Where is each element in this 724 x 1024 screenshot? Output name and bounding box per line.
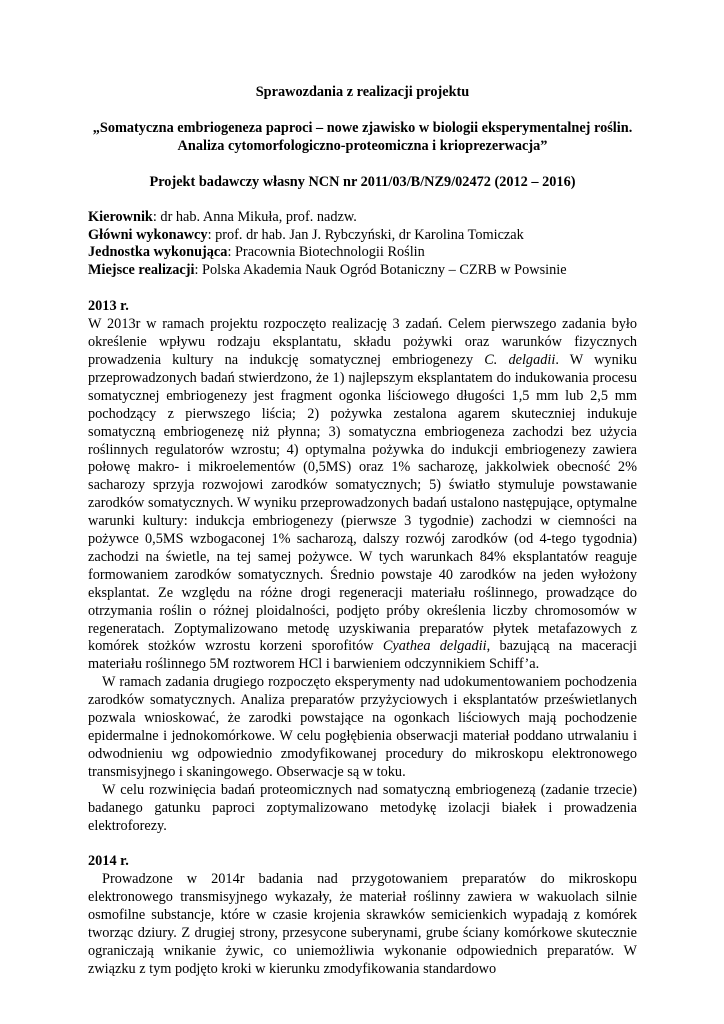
paragraph-2014: Prowadzone w 2014r badania nad przygotowaniem preparatów do mikroskopu elektronowego transmisyjnego wykazały, że materiał roślinny zawiera w wakuolach silnie osmofilne substancje, które w czasie krojenia skrawków semicienkich wypadają z komórek tworząc dziury. Z drugiej strony, przesycone suberynami, grube ściany komórkowe skutecznie ograniczają wnikanie żywic, co uniemożliwia wykonanie odpowiednich preparatów. W związku z tym podjęto kroki w kierunku zmodyfikowania standardowo	[88, 871, 637, 977]
species-name: C. delgadii	[484, 351, 556, 368]
meta-executors-label: Główni wykonawcy	[88, 226, 208, 243]
document-page	[88, 84, 637, 979]
grant-line: Projekt badawczy własny NCN nr 2011/03/B/NZ9/02472 (2012 – 2016)	[149, 173, 576, 190]
section-heading-2014: 2014 r.	[88, 853, 129, 870]
paragraph-2013-task3: W celu rozwinięcia badań proteomicznych nad somatyczną embriogenezą (zadanie trzecie) badanego gatunku paproci zoptymalizowano metodykę izolacji białek i prowadzenia elektroforezy.	[88, 781, 637, 834]
text-run: , bazującą na maceracji materiału roślinnego 5M roztworem HCl i barwieniem odczynnikiem Schiff’a.	[88, 638, 637, 673]
species-name: Cyathea delgadii	[382, 638, 487, 655]
section-heading-2013: 2013 r.	[88, 298, 129, 315]
meta-unit-label: Jednostka wykonująca	[88, 244, 228, 261]
paragraph-2013-task2: W ramach zadania drugiego rozpoczęto eksperymenty nad udokumentowaniem pochodzenia zarodków somatycznych. Analiza preparatów przyżyciowych i eksplantatów prześwietlanych pozwala wnioskować, że zarodki powstające na ogonkach liściowych mają pochodzenie epidermalne i jednokomórkowe. W celu pogłębienia obserwacji materiał poddano utrwalaniu i odwodnieniu wg odpowiednio zmodyfikowanej procedury do mikroskopu elektronowego transmisyjnego i skaningowego. Obserwacje są w toku.	[88, 674, 637, 780]
meta-leader-value: : dr hab. Anna Mikuła, prof. nadzw.	[152, 208, 357, 225]
meta-executors	[88, 227, 637, 245]
meta-unit	[88, 244, 637, 262]
meta-place	[88, 262, 637, 280]
text-run: W 2013r w ramach projektu rozpoczęto realizację 3 zadań. Celem pierwszego zadania było określenie wpływu rodzaju eksplantatu, składu pożywki oraz warunków fizycznych prowadzenia kultury na indukcję somatycznej embriogenezy	[88, 316, 637, 368]
project-meta	[88, 209, 637, 281]
project-title-line1: „Somatyczna embriogeneza paproci – nowe zjawisko w biologii eksperymentalnej roślin.	[92, 119, 633, 136]
meta-leader-label: Kierownik	[88, 208, 153, 225]
project-title	[88, 120, 637, 156]
meta-unit-value: : Pracownia Biotechnologii Roślin	[227, 244, 425, 261]
text-run: . W wyniku przeprowadzonych badań stwierdzono, że 1) najlepszym eksplantatem do indukowania procesu somatycznej embriogenezy jest fragment ogonka liściowego długości 1,5 mm lub 2,5 mm pochodzący z pierwszego liścia; 2) pożywka zestalona agarem skuteczniej indukuje somatyczną embriogenezę niż płynna; 3) somatyczna embriogeneza zachodzi bez użycia roślinnych regulatorów wzrostu; 4) optymalna pożywka do indukcji embriogenezy zawiera połowę makro- i mikroelementów (0,5MS) oraz 1% sacharozę, jakkolwiek obecność 2% sacharozy sprzyja rozwojowi zarodków somatycznych; 5) światło stymuluje powstawanie zarodków somatycznych. W wyniku przeprowadzonych badań ustalono następujące, optymalne warunki kultury: indukcja embriogenezy (pierwsze 3 tygodnie) zachodzi w ciemności na pożywce 0,5MS wzbogaconej 1% sacharozą, dalszy rozwój zarodków (od 4-tego tygodnia) zachodzi na świetle, na tej samej pożywce. W tych warunkach 84% eksplantatów reaguje formowaniem zarodków somatycznych. Średnio powstaje 40 zarodków na jeden wyłożony eksplantat. Ze względu na różne drogi regeneracji materiału roślinnego, prowadzące do otrzymania roślin o różnej ploidalności, podjęto próby określenia liczby chromosomów w regeneratach. Zoptymalizowano metodę uzyskiwania preparatów płytek metafazowych z komórek stożków wzrostu korzeni sporofitów	[88, 351, 637, 655]
report-title: Sprawozdania z realizacji projektu	[255, 84, 470, 100]
project-title-line2: Analiza cytomorfologiczno-proteomiczna i krioprezerwacja”	[177, 137, 548, 154]
meta-place-value: : Polska Akademia Nauk Ogród Botaniczny – CZRB w Powsinie	[194, 262, 567, 279]
meta-leader	[88, 209, 637, 227]
meta-executors-value: : prof. dr hab. Jan J. Rybczyński, dr Karolina Tomiczak	[207, 226, 524, 243]
meta-place-label: Miejsce realizacji	[88, 262, 195, 279]
paragraph-2013-task1	[88, 316, 637, 674]
